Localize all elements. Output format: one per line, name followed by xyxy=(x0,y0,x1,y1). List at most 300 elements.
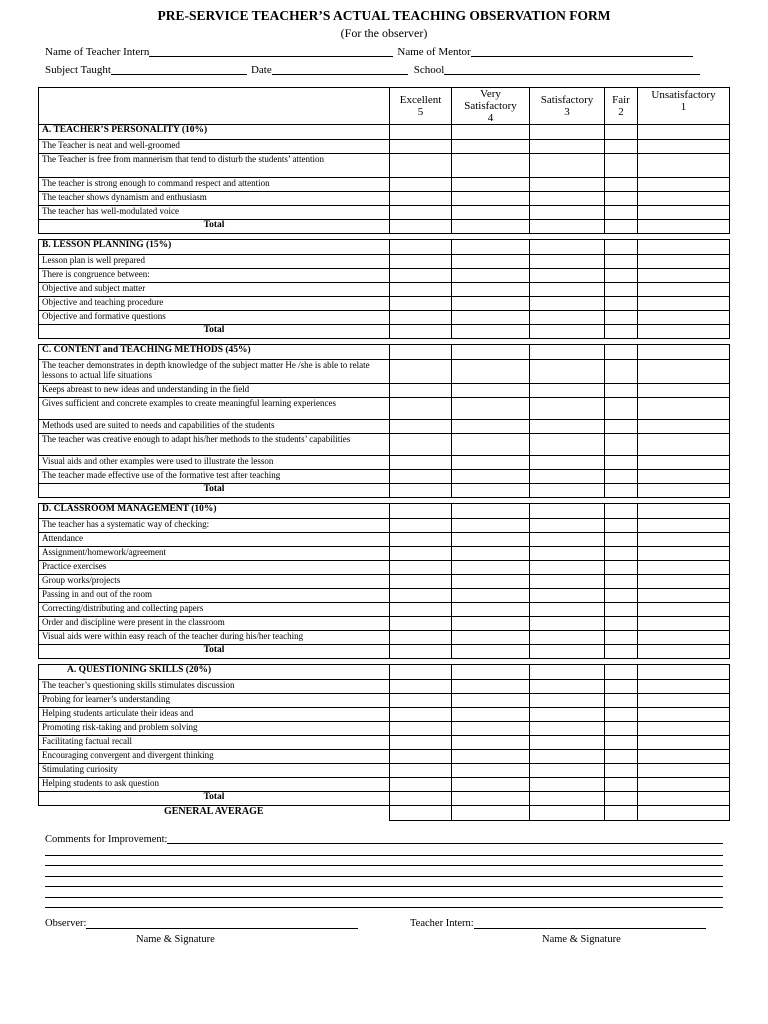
total-label: Total xyxy=(39,792,390,806)
rating-cell[interactable] xyxy=(605,645,638,659)
rating-cell[interactable] xyxy=(605,750,638,764)
rating-cell[interactable] xyxy=(390,645,452,659)
rating-cell[interactable] xyxy=(638,140,730,154)
rating-cell[interactable] xyxy=(452,297,530,311)
rating-cell[interactable] xyxy=(530,255,605,269)
teacher-intern-field[interactable] xyxy=(149,46,393,57)
rating-cell[interactable] xyxy=(452,792,530,806)
rating-cell[interactable] xyxy=(530,206,605,220)
rating-cell[interactable] xyxy=(452,178,530,192)
total-label: Total xyxy=(39,325,390,339)
criterion-row xyxy=(39,206,730,220)
criterion-row xyxy=(39,764,730,778)
rating-cell[interactable] xyxy=(390,680,452,694)
rating-cell[interactable] xyxy=(638,645,730,659)
rating-cell[interactable] xyxy=(530,125,605,140)
rating-cell[interactable] xyxy=(390,283,452,297)
rating-cell[interactable] xyxy=(530,470,605,484)
rating-cell[interactable] xyxy=(452,708,530,722)
rating-cell[interactable] xyxy=(452,504,530,519)
rating-cell[interactable] xyxy=(390,269,452,283)
rating-cell[interactable] xyxy=(605,561,638,575)
rating-cell[interactable] xyxy=(452,645,530,659)
rating-cell[interactable] xyxy=(638,547,730,561)
rating-cell[interactable] xyxy=(605,617,638,631)
rating-cell[interactable] xyxy=(530,694,605,708)
rating-cell[interactable] xyxy=(530,345,605,360)
rating-cell[interactable] xyxy=(452,325,530,339)
rating-cell[interactable] xyxy=(605,206,638,220)
criterion-label: Order and discipline were present in the classroom xyxy=(39,617,390,631)
rating-cell[interactable] xyxy=(638,806,730,821)
rating-cell[interactable] xyxy=(390,255,452,269)
rating-cell[interactable] xyxy=(530,325,605,339)
rating-cell[interactable] xyxy=(605,736,638,750)
rating-cell[interactable] xyxy=(390,736,452,750)
rating-cell[interactable] xyxy=(605,589,638,603)
rating-cell[interactable] xyxy=(638,680,730,694)
rating-cell[interactable] xyxy=(638,240,730,255)
subject-label: Subject Taught xyxy=(45,64,111,76)
rating-cell[interactable] xyxy=(638,178,730,192)
observer-field[interactable] xyxy=(86,918,358,929)
rating-cell[interactable] xyxy=(530,736,605,750)
total-label: Total xyxy=(39,220,390,234)
rating-cell[interactable] xyxy=(390,325,452,339)
rating-cell[interactable] xyxy=(605,398,638,420)
comment-line[interactable] xyxy=(45,866,723,877)
rating-cell[interactable] xyxy=(452,269,530,283)
rating-cell[interactable] xyxy=(530,311,605,325)
criterion-label: The teacher made effective use of the formative test after teaching xyxy=(39,470,390,484)
rating-cell[interactable] xyxy=(638,311,730,325)
rating-cell[interactable] xyxy=(452,420,530,434)
rating-cell[interactable] xyxy=(530,603,605,617)
rating-cell[interactable] xyxy=(530,384,605,398)
rating-cell[interactable] xyxy=(638,255,730,269)
rating-cell[interactable] xyxy=(605,547,638,561)
rating-cell[interactable] xyxy=(390,617,452,631)
criterion-row xyxy=(39,154,730,178)
rating-cell[interactable] xyxy=(638,561,730,575)
rating-cell[interactable] xyxy=(605,575,638,589)
rating-cell[interactable] xyxy=(390,778,452,792)
rating-cell[interactable] xyxy=(390,561,452,575)
rating-cell[interactable] xyxy=(452,806,530,821)
rating-cell[interactable] xyxy=(390,519,452,533)
rating-cell[interactable] xyxy=(530,519,605,533)
rating-cell[interactable] xyxy=(530,504,605,519)
rating-cell[interactable] xyxy=(530,750,605,764)
rating-cell[interactable] xyxy=(530,708,605,722)
rating-cell[interactable] xyxy=(452,456,530,470)
criterion-row xyxy=(39,617,730,631)
rating-cell[interactable] xyxy=(452,575,530,589)
rating-cell[interactable] xyxy=(452,470,530,484)
comment-line[interactable] xyxy=(45,856,723,867)
rating-cell[interactable] xyxy=(530,533,605,547)
rating-cell[interactable] xyxy=(530,192,605,206)
rating-cell[interactable] xyxy=(605,269,638,283)
rating-cell[interactable] xyxy=(638,297,730,311)
rating-cell[interactable] xyxy=(605,694,638,708)
rating-cell[interactable] xyxy=(452,255,530,269)
comment-line[interactable] xyxy=(45,845,723,856)
rating-cell[interactable] xyxy=(390,806,452,821)
section-total-row xyxy=(39,484,730,498)
rating-cell[interactable] xyxy=(638,617,730,631)
rating-cell[interactable] xyxy=(530,434,605,456)
rating-cell[interactable] xyxy=(390,125,452,140)
criterion-label: Methods used are suited to needs and capabilities of the students xyxy=(39,420,390,434)
rating-cell[interactable] xyxy=(390,240,452,255)
rating-cell[interactable] xyxy=(390,484,452,498)
rating-cell[interactable] xyxy=(452,398,530,420)
rating-cell[interactable] xyxy=(390,311,452,325)
criterion-label: Helping students to ask question xyxy=(39,778,390,792)
criterion-label: The teacher is strong enough to command respect and attention xyxy=(39,178,390,192)
rating-cell[interactable] xyxy=(390,206,452,220)
section-heading-row xyxy=(39,345,730,360)
rating-cell[interactable] xyxy=(452,561,530,575)
rating-cell[interactable] xyxy=(605,533,638,547)
rating-cell[interactable] xyxy=(638,154,730,178)
rating-cell[interactable] xyxy=(452,750,530,764)
rating-cell[interactable] xyxy=(638,694,730,708)
criterion-label: Encouraging convergent and divergent thinking xyxy=(39,750,390,764)
rating-cell[interactable] xyxy=(605,140,638,154)
rating-cell[interactable] xyxy=(605,434,638,456)
section-heading-row xyxy=(39,504,730,519)
rating-cell[interactable] xyxy=(390,665,452,680)
rating-cell[interactable] xyxy=(530,589,605,603)
rating-cell[interactable] xyxy=(390,154,452,178)
rating-cell[interactable] xyxy=(452,154,530,178)
rating-cell[interactable] xyxy=(452,206,530,220)
rating-cell[interactable] xyxy=(605,519,638,533)
rating-cell[interactable] xyxy=(452,125,530,140)
form-title: PRE-SERVICE TEACHER’S ACTUAL TEACHING OBSERVATION FORM xyxy=(157,8,611,23)
rating-cell[interactable] xyxy=(452,694,530,708)
rating-cell[interactable] xyxy=(390,547,452,561)
rating-cell[interactable] xyxy=(638,283,730,297)
rating-cell[interactable] xyxy=(605,778,638,792)
rating-cell[interactable] xyxy=(530,456,605,470)
rating-cell[interactable] xyxy=(638,778,730,792)
rating-cell[interactable] xyxy=(638,325,730,339)
criterion-label: Facilitating factual recall xyxy=(39,736,390,750)
rating-cell[interactable] xyxy=(390,220,452,234)
rating-cell[interactable] xyxy=(390,345,452,360)
rating-cell[interactable] xyxy=(605,603,638,617)
criterion-label: Attendance xyxy=(39,533,390,547)
rating-cell[interactable] xyxy=(452,617,530,631)
rating-cell[interactable] xyxy=(390,504,452,519)
rating-cell[interactable] xyxy=(390,398,452,420)
rating-cell[interactable] xyxy=(638,589,730,603)
rating-cell[interactable] xyxy=(530,140,605,154)
criterion-label: Objective and formative questions xyxy=(39,311,390,325)
rating-cell[interactable] xyxy=(390,694,452,708)
rating-cell[interactable] xyxy=(638,504,730,519)
rating-cell[interactable] xyxy=(530,631,605,645)
rating-cell[interactable] xyxy=(605,220,638,234)
rating-cell[interactable] xyxy=(530,778,605,792)
observer-signature xyxy=(45,918,358,929)
rating-cell[interactable] xyxy=(530,617,605,631)
criterion-row xyxy=(39,694,730,708)
rating-cell[interactable] xyxy=(530,240,605,255)
criterion-row xyxy=(39,533,730,547)
rating-cell[interactable] xyxy=(530,283,605,297)
rating-cell[interactable] xyxy=(452,311,530,325)
rating-cell[interactable] xyxy=(452,680,530,694)
rating-cell[interactable] xyxy=(638,206,730,220)
rating-header: Excellent 5 xyxy=(390,88,452,125)
rating-cell[interactable] xyxy=(390,603,452,617)
rating-cell[interactable] xyxy=(638,533,730,547)
rating-cell[interactable] xyxy=(452,220,530,234)
rating-cell[interactable] xyxy=(605,680,638,694)
rating-cell[interactable] xyxy=(530,154,605,178)
rating-cell[interactable] xyxy=(452,192,530,206)
rating-cell[interactable] xyxy=(390,384,452,398)
rating-cell[interactable] xyxy=(605,806,638,821)
criterion-row xyxy=(39,297,730,311)
rating-cell[interactable] xyxy=(638,750,730,764)
rating-cell[interactable] xyxy=(390,589,452,603)
rating-cell[interactable] xyxy=(605,345,638,360)
rating-cell[interactable] xyxy=(390,360,452,384)
rating-cell[interactable] xyxy=(605,360,638,384)
rating-cell[interactable] xyxy=(638,519,730,533)
criterion-row xyxy=(39,519,730,533)
rating-cell[interactable] xyxy=(390,631,452,645)
criterion-label: There is congruence between: xyxy=(39,269,390,283)
rating-cell[interactable] xyxy=(605,240,638,255)
rating-cell[interactable] xyxy=(390,470,452,484)
rating-cell[interactable] xyxy=(530,575,605,589)
rating-cell[interactable] xyxy=(390,420,452,434)
rating-cell[interactable] xyxy=(452,360,530,384)
rating-cell[interactable] xyxy=(452,484,530,498)
rating-cell[interactable] xyxy=(638,708,730,722)
rating-cell[interactable] xyxy=(390,750,452,764)
teacher-intern-label: Name of Teacher Intern xyxy=(45,46,150,58)
rating-cell[interactable] xyxy=(530,269,605,283)
rating-cell[interactable] xyxy=(452,519,530,533)
rating-cell[interactable] xyxy=(390,434,452,456)
rating-cell[interactable] xyxy=(530,484,605,498)
rating-cell[interactable] xyxy=(530,722,605,736)
comment-line[interactable] xyxy=(45,887,723,898)
rating-cell[interactable] xyxy=(605,283,638,297)
rating-cell[interactable] xyxy=(638,456,730,470)
criterion-row xyxy=(39,736,730,750)
rating-cell[interactable] xyxy=(452,589,530,603)
rating-cell[interactable] xyxy=(605,504,638,519)
rating-cell[interactable] xyxy=(452,547,530,561)
rating-cell[interactable] xyxy=(530,665,605,680)
rating-cell[interactable] xyxy=(390,297,452,311)
section-heading: B. LESSON PLANNING (15%) xyxy=(39,240,390,255)
school-field[interactable] xyxy=(444,64,700,75)
rating-cell[interactable] xyxy=(530,178,605,192)
rating-cell[interactable] xyxy=(452,533,530,547)
mentor-field[interactable] xyxy=(471,46,693,57)
rating-cell[interactable] xyxy=(605,178,638,192)
rating-cell[interactable] xyxy=(390,792,452,806)
rating-cell[interactable] xyxy=(605,297,638,311)
rating-cell[interactable] xyxy=(638,736,730,750)
rating-cell[interactable] xyxy=(452,736,530,750)
rating-cell[interactable] xyxy=(605,125,638,140)
total-label: Total xyxy=(39,484,390,498)
criterion-row xyxy=(39,192,730,206)
rating-cell[interactable] xyxy=(452,140,530,154)
criterion-row xyxy=(39,269,730,283)
rating-cell[interactable] xyxy=(530,220,605,234)
criterion-row xyxy=(39,384,730,398)
rating-cell[interactable] xyxy=(638,575,730,589)
criterion-label: Helping students articulate their ideas and xyxy=(39,708,390,722)
rating-cell[interactable] xyxy=(390,533,452,547)
criterion-row xyxy=(39,547,730,561)
rating-cell[interactable] xyxy=(638,420,730,434)
criterion-row xyxy=(39,603,730,617)
rating-cell[interactable] xyxy=(530,806,605,821)
rating-cell[interactable] xyxy=(452,665,530,680)
rating-cell[interactable] xyxy=(452,764,530,778)
criterion-row xyxy=(39,561,730,575)
rating-cell[interactable] xyxy=(605,384,638,398)
rating-cell[interactable] xyxy=(638,470,730,484)
criterion-label: Probing for learner’s understanding xyxy=(39,694,390,708)
rating-cell[interactable] xyxy=(390,722,452,736)
section-total-row xyxy=(39,220,730,234)
rating-cell[interactable] xyxy=(638,269,730,283)
rating-cell[interactable] xyxy=(605,665,638,680)
rating-cell[interactable] xyxy=(452,722,530,736)
rating-cell[interactable] xyxy=(605,792,638,806)
rating-cell[interactable] xyxy=(452,434,530,456)
rating-cell[interactable] xyxy=(390,575,452,589)
rating-cell[interactable] xyxy=(638,722,730,736)
rating-cell[interactable] xyxy=(390,140,452,154)
section-heading-row xyxy=(39,125,730,140)
criterion-label: The Teacher is neat and well-groomed xyxy=(39,140,390,154)
rating-cell[interactable] xyxy=(638,220,730,234)
rating-cell[interactable] xyxy=(605,764,638,778)
criterion-label: Lesson plan is well prepared xyxy=(39,255,390,269)
rating-cell[interactable] xyxy=(605,420,638,434)
rating-cell[interactable] xyxy=(605,311,638,325)
comments-field[interactable] xyxy=(167,834,723,844)
rating-cell[interactable] xyxy=(638,484,730,498)
rating-cell[interactable] xyxy=(638,434,730,456)
intern-field[interactable] xyxy=(474,918,706,929)
rating-cell[interactable] xyxy=(638,603,730,617)
rating-cell[interactable] xyxy=(452,240,530,255)
section-heading: D. CLASSROOM MANAGEMENT (10%) xyxy=(39,504,390,519)
criterion-label: Visual aids and other examples were used to illustrate the lesson xyxy=(39,456,390,470)
rating-cell[interactable] xyxy=(605,631,638,645)
rating-cell[interactable] xyxy=(390,178,452,192)
criterion-row xyxy=(39,470,730,484)
rating-cell[interactable] xyxy=(390,764,452,778)
rating-cell[interactable] xyxy=(452,384,530,398)
rating-cell[interactable] xyxy=(530,420,605,434)
criterion-label: The teacher has a systematic way of checking: xyxy=(39,519,390,533)
rating-cell[interactable] xyxy=(638,398,730,420)
intern-signature xyxy=(410,918,706,929)
rating-cell[interactable] xyxy=(390,192,452,206)
rating-cell[interactable] xyxy=(638,384,730,398)
rating-cell[interactable] xyxy=(605,470,638,484)
rating-cell[interactable] xyxy=(605,255,638,269)
rating-cell[interactable] xyxy=(452,603,530,617)
rating-cell[interactable] xyxy=(605,154,638,178)
rating-cell[interactable] xyxy=(530,680,605,694)
rating-cell[interactable] xyxy=(452,283,530,297)
rating-cell[interactable] xyxy=(530,645,605,659)
section-heading-row xyxy=(39,665,730,680)
rating-cell[interactable] xyxy=(638,345,730,360)
comment-line[interactable] xyxy=(45,898,723,909)
form-subtitle: (For the observer) xyxy=(340,26,428,40)
rating-cell[interactable] xyxy=(530,764,605,778)
rating-cell[interactable] xyxy=(530,360,605,384)
date-field[interactable] xyxy=(272,64,408,75)
rating-cell[interactable] xyxy=(638,665,730,680)
rating-cell[interactable] xyxy=(530,297,605,311)
rating-cell[interactable] xyxy=(638,192,730,206)
rating-cell[interactable] xyxy=(605,722,638,736)
criterion-label: Practice exercises xyxy=(39,561,390,575)
intern-mentor-row xyxy=(45,46,693,58)
rating-cell[interactable] xyxy=(452,631,530,645)
rating-cell[interactable] xyxy=(530,398,605,420)
rating-cell[interactable] xyxy=(605,192,638,206)
rating-cell[interactable] xyxy=(605,325,638,339)
rating-cell[interactable] xyxy=(530,561,605,575)
comment-line[interactable] xyxy=(45,877,723,888)
rating-cell[interactable] xyxy=(638,360,730,384)
rating-cell[interactable] xyxy=(638,764,730,778)
rating-cell[interactable] xyxy=(605,484,638,498)
rating-cell[interactable] xyxy=(638,125,730,140)
mentor-label: Name of Mentor xyxy=(397,46,471,58)
rating-header: Unsatisfactory 1 xyxy=(638,88,730,125)
rating-cell[interactable] xyxy=(452,778,530,792)
criterion-row xyxy=(39,631,730,645)
rating-cell[interactable] xyxy=(605,456,638,470)
rating-cell[interactable] xyxy=(530,792,605,806)
rating-cell[interactable] xyxy=(605,708,638,722)
subject-field[interactable] xyxy=(111,64,247,75)
rating-cell[interactable] xyxy=(530,547,605,561)
rating-cell[interactable] xyxy=(390,456,452,470)
total-label: Total xyxy=(39,645,390,659)
section-total-row xyxy=(39,325,730,339)
rating-cell[interactable] xyxy=(638,792,730,806)
rating-cell[interactable] xyxy=(452,345,530,360)
criterion-label: The teacher shows dynamism and enthusiasm xyxy=(39,192,390,206)
rating-cell[interactable] xyxy=(390,708,452,722)
rating-cell[interactable] xyxy=(638,631,730,645)
criterion-row xyxy=(39,255,730,269)
criterion-label: Keeps abreast to new ideas and understanding in the field xyxy=(39,384,390,398)
